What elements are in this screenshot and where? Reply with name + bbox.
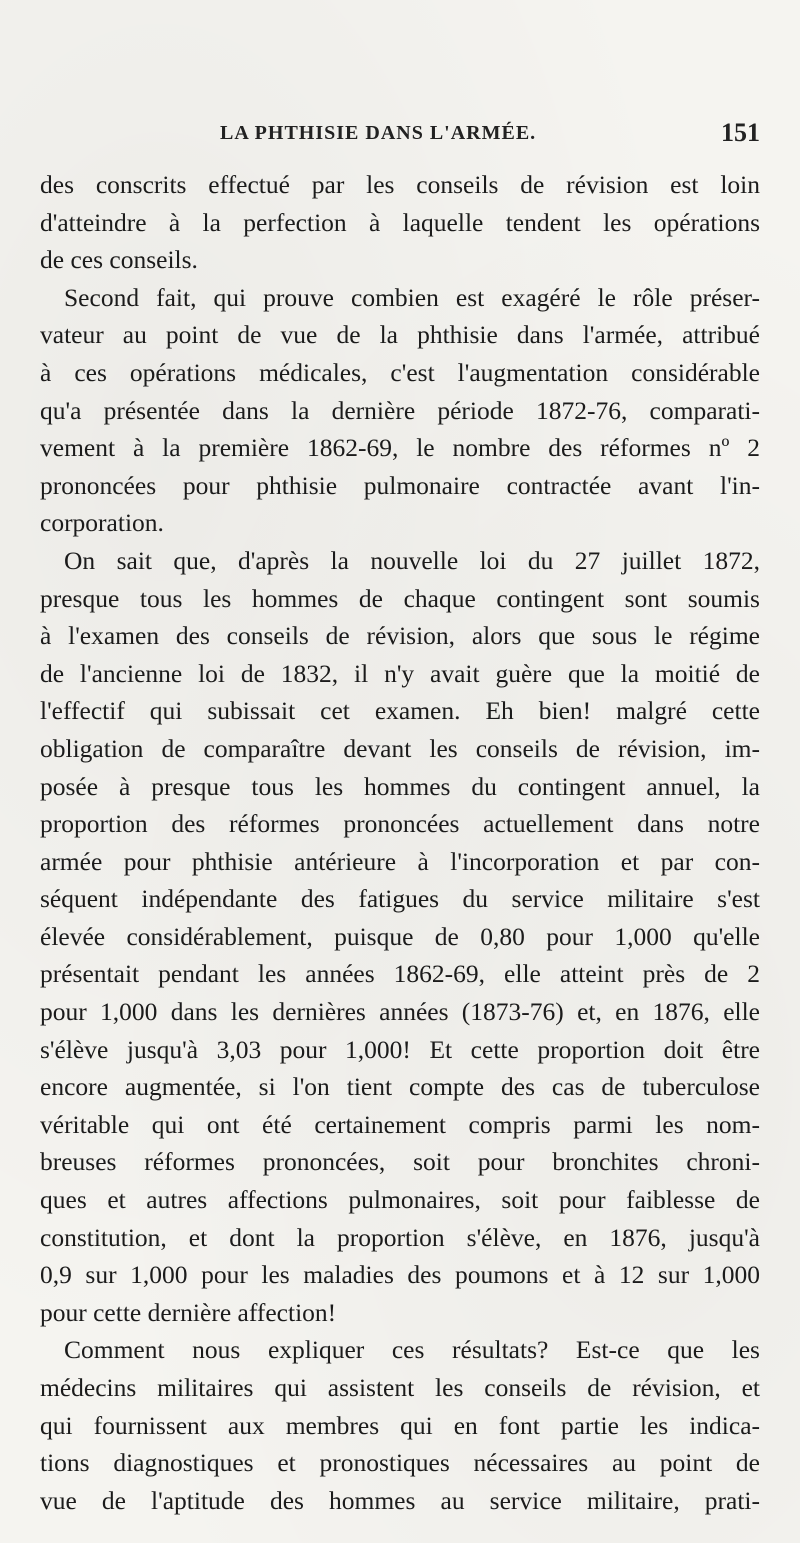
text-line: d'atteindre à la perfection à laquelle tendent les opérations (40, 207, 760, 237)
text-line: tions diagnostiques et pronostiques nécessaires au point de (40, 1448, 760, 1478)
text-line: pour cette dernière affection! (40, 1297, 337, 1327)
text-line: des conscrits effectué par les conseils de révision est loin (40, 170, 760, 199)
text-line: ques et autres affections pulmonaires, soit pour faiblesse de (40, 1185, 760, 1215)
text-line: à ces opérations médicales, c'est l'augmentation considérable (40, 357, 760, 387)
text-line: vue de l'aptitude des hommes au service militaire, prati- (40, 1485, 760, 1515)
paragraph-start-line: Comment nous expliquer ces résultats? Est-ce que les (64, 1335, 760, 1365)
body-text (40, 166, 760, 1519)
text-line: corporation. (40, 508, 164, 538)
running-head (60, 118, 760, 150)
text-line: obligation de comparaître devant les conseils de révision, im- (40, 733, 760, 763)
text-line: élevée considérablement, puisque de 0,80 pour 1,000 qu'elle (40, 921, 760, 951)
text-line: constitution, et dont la proportion s'élève, en 1876, jusqu'à (40, 1222, 760, 1252)
text-line: séquent indépendante des fatigues du service militaire s'est (40, 884, 760, 914)
page-number: 151 (721, 118, 760, 147)
running-title: LA PHTHISIE DANS L'ARMÉE. (220, 122, 537, 144)
text-line: posée à presque tous les hommes du contingent annuel, la (40, 771, 760, 801)
text-line: breuses réformes prononcées, soit pour bronchites chroni- (40, 1147, 760, 1177)
text-line: presque tous les hommes de chaque contingent sont soumis (40, 583, 760, 613)
text-line: de ces conseils. (40, 245, 198, 275)
text-line: l'effectif qui subissait cet examen. Eh bien! malgré cette (40, 696, 760, 726)
text-line: armée pour phthisie antérieure à l'incorporation et par con- (40, 846, 760, 876)
text-line: vement à la première 1862-69, le nombre des réformes nº 2 (40, 433, 760, 463)
text-line: de l'ancienne loi de 1832, il n'y avait guère que la moitié de (40, 658, 760, 688)
text-line: 0,9 sur 1,000 pour les maladies des poumons et à 12 sur 1,000 (40, 1260, 760, 1290)
text-line: proportion des réformes prononcées actuellement dans notre (40, 809, 760, 839)
paragraph-start-line: Second fait, qui prouve combien est exagéré le rôle préser- (64, 282, 760, 312)
text-line: prononcées pour phthisie pulmonaire contractée avant l'in- (40, 470, 760, 500)
paragraph-start-line: On sait que, d'après la nouvelle loi du 27 juillet 1872, (64, 545, 760, 575)
text-line: véritable qui ont été certainement compris parmi les nom- (40, 1109, 760, 1139)
text-line: pour 1,000 dans les dernières années (1873-76) et, en 1876, elle (40, 997, 760, 1027)
text-line: qui fournissent aux membres qui en font partie les indica- (40, 1410, 760, 1440)
text-line: encore augmentée, si l'on tient compte des cas de tuberculose (40, 1072, 760, 1102)
text-line: qu'a présentée dans la dernière période 1872-76, comparati- (40, 395, 760, 425)
text-line: médecins militaires qui assistent les conseils de révision, et (40, 1373, 760, 1402)
text-line: vateur au point de vue de la phthisie dans l'armée, attribué (40, 320, 760, 350)
text-line: à l'examen des conseils de révision, alors que sous le régime (40, 621, 760, 651)
text-line: s'élève jusqu'à 3,03 pour 1,000! Et cette proportion doit être (40, 1034, 760, 1064)
text-line: présentait pendant les années 1862-69, elle atteint près de 2 (40, 959, 760, 989)
